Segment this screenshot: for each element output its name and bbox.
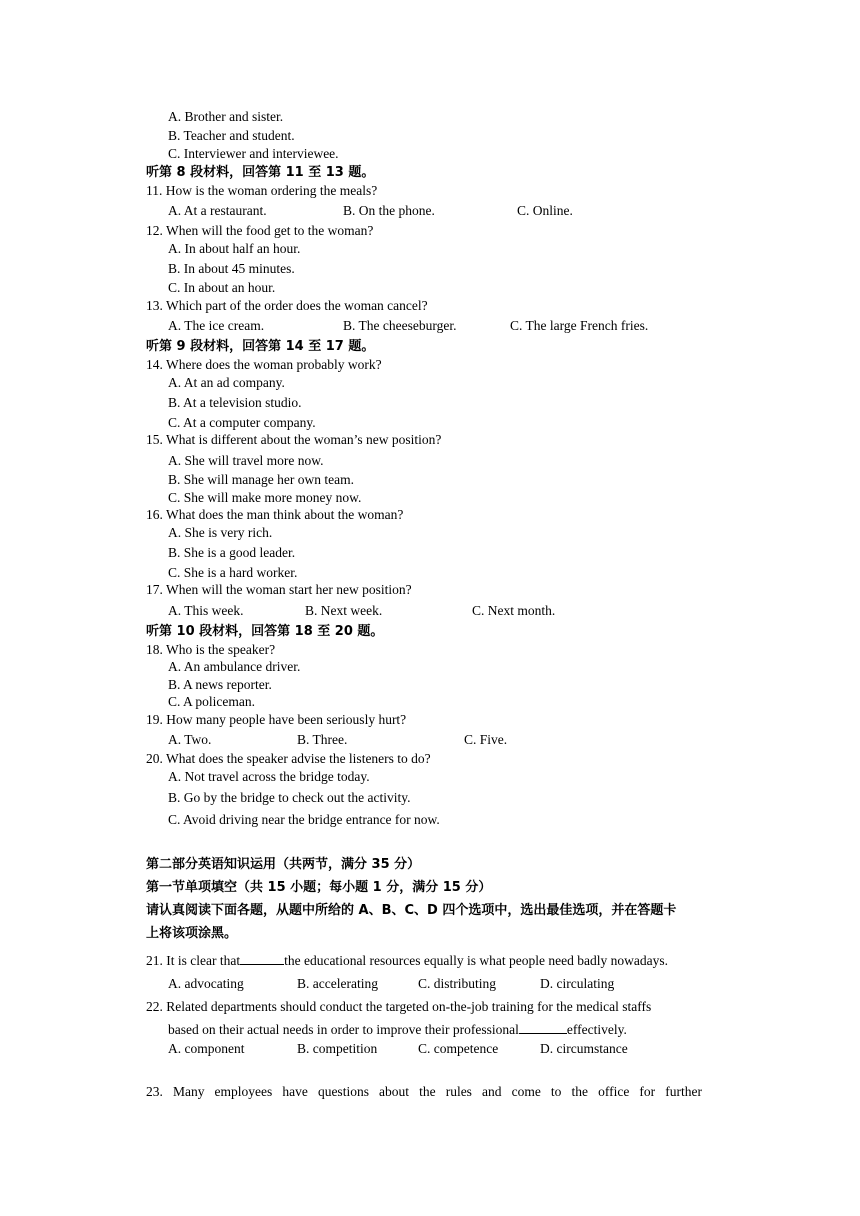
q16-option-a: A. She is very rich. <box>168 525 273 540</box>
q15-stem: 15. What is different about the woman’s new position? <box>146 432 442 447</box>
q13-option-a: A. The ice cream. <box>168 318 265 333</box>
q13-option-c: C. The large French fries. <box>510 318 649 333</box>
q11-option-a: A. At a restaurant. <box>168 203 267 218</box>
part2-instructions-line2: 上将该项涂黑。 <box>146 926 238 941</box>
q22-stem-post: effectively. <box>566 1022 627 1037</box>
q22-stem-line2 <box>168 1021 627 1038</box>
q14-stem: 14. Where does the woman probably work? <box>146 357 382 372</box>
q22-stem-pre: based on their actual needs in order to improve their professional <box>168 1022 519 1037</box>
q18-option-b: B. A news reporter. <box>168 677 272 692</box>
q11-option-b: B. On the phone. <box>343 203 435 218</box>
q11-stem: 11. How is the woman ordering the meals? <box>146 183 378 198</box>
section-heading-9: 听第 9 段材料，回答第 14 至 17 题。 <box>146 339 375 354</box>
q12-option-b: B. In about 45 minutes. <box>168 261 295 276</box>
part2-instructions-line1: 请认真阅读下面各题，从题中所给的 A、B、C、D 四个选项中，选出最佳选项，并在答题卡 <box>146 903 677 918</box>
q18-option-a: A. An ambulance driver. <box>168 659 301 674</box>
q16-option-b: B. She is a good leader. <box>168 545 296 560</box>
part2-section1-title: 第一节单项填空（共 15 小题；每小题 1 分，满分 15 分） <box>146 880 492 895</box>
q21-option-d: D. circulating <box>540 976 615 991</box>
q16-stem: 16. What does the man think about the woman? <box>146 507 404 522</box>
q14-option-a: A. At an ad company. <box>168 375 285 390</box>
q20-option-b: B. Go by the bridge to check out the activity. <box>168 790 411 805</box>
q13-stem: 13. Which part of the order does the woman cancel? <box>146 298 428 313</box>
q18-option-c: C. A policeman. <box>168 694 255 709</box>
q17-option-a: A. This week. <box>168 603 244 618</box>
q17-option-b: B. Next week. <box>305 603 383 618</box>
q21-option-a: A. advocating <box>168 976 244 991</box>
q20-option-c: C. Avoid driving near the bridge entrance for now. <box>168 812 440 827</box>
q13-option-b: B. The cheeseburger. <box>343 318 457 333</box>
q11-option-c: C. Online. <box>517 203 573 218</box>
q22-option-b: B. competition <box>297 1041 378 1056</box>
q21-stem-pre: 21. It is clear that <box>146 953 241 968</box>
q17-option-c: C. Next month. <box>472 603 556 618</box>
q22-stem-line1: 22. Related departments should conduct the targeted on-the-job training for the medical staffs <box>146 999 652 1014</box>
q22-option-d: D. circumstance <box>540 1041 628 1056</box>
q10-option-a: A. Brother and sister. <box>168 109 284 124</box>
section-heading-10: 听第 10 段材料，回答第 18 至 20 题。 <box>146 624 384 639</box>
q21-stem-post: the educational resources equally is what people need badly nowadays. <box>284 953 668 968</box>
q21-option-b: B. accelerating <box>297 976 378 991</box>
q15-option-b: B. She will manage her own team. <box>168 472 354 487</box>
q12-option-a: A. In about half an hour. <box>168 241 301 256</box>
q10-option-b: B. Teacher and student. <box>168 128 295 143</box>
q19-stem: 19. How many people have been seriously hurt? <box>146 712 407 727</box>
q12-option-c: C. In about an hour. <box>168 280 276 295</box>
q20-stem: 20. What does the speaker advise the listeners to do? <box>146 751 431 766</box>
part2-title: 第二部分英语知识运用（共两节，满分 35 分） <box>146 857 421 872</box>
q19-option-b: B. Three. <box>297 732 348 747</box>
q19-option-c: C. Five. <box>464 732 508 747</box>
q14-option-b: B. At a television studio. <box>168 395 302 410</box>
section-heading-8: 听第 8 段材料，回答第 11 至 13 题。 <box>146 165 375 180</box>
q17-stem: 17. When will the woman start her new position? <box>146 582 412 597</box>
q18-stem: 18. Who is the speaker? <box>146 642 276 657</box>
q16-option-c: C. She is a hard worker. <box>168 565 298 580</box>
q19-option-a: A. Two. <box>168 732 212 747</box>
q15-option-a: A. She will travel more now. <box>168 453 324 468</box>
q21-answer-blank <box>240 952 284 965</box>
q22-option-a: A. component <box>168 1041 245 1056</box>
q21-option-c: C. distributing <box>418 976 497 991</box>
q14-option-c: C. At a computer company. <box>168 415 316 430</box>
q10-option-c: C. Interviewer and interviewee. <box>168 146 339 161</box>
q22-option-c: C. competence <box>418 1041 499 1056</box>
q22-answer-blank <box>519 1021 567 1034</box>
q23-stem-line1: 23. Many employees have questions about the rules and come to the office for further <box>146 1084 702 1099</box>
q20-option-a: A. Not travel across the bridge today. <box>168 769 370 784</box>
q15-option-c: C. She will make more money now. <box>168 490 362 505</box>
q21-stem <box>146 952 668 969</box>
q12-stem: 12. When will the food get to the woman? <box>146 223 374 238</box>
